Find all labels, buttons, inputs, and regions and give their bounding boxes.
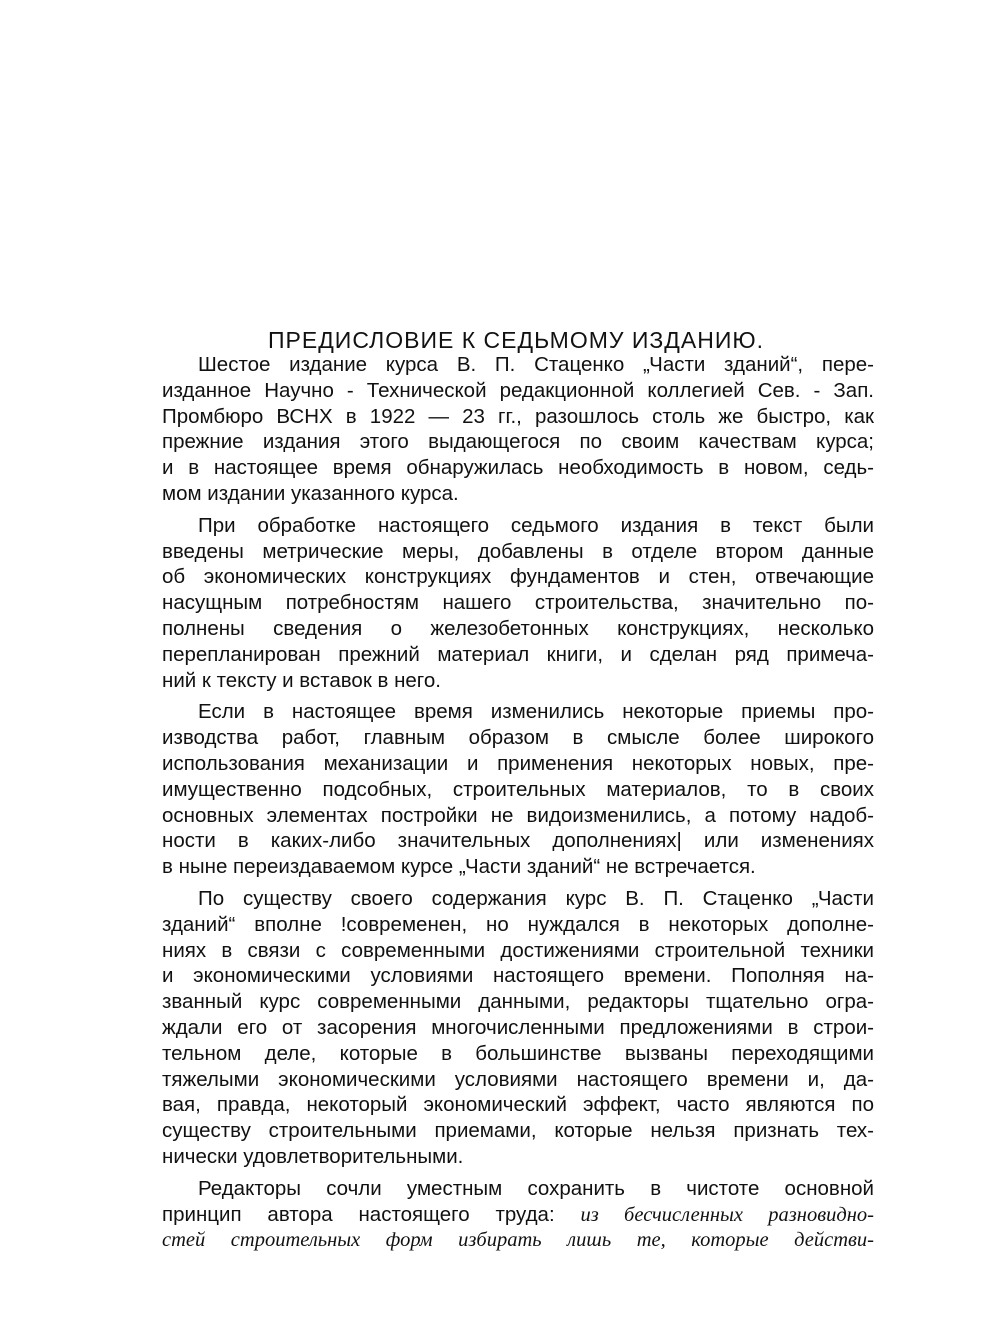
body-text [162, 352, 874, 1259]
text-line-italic [162, 1227, 874, 1253]
text-line: званный курс современными данными, редакторы тщательно огра- [162, 990, 874, 1014]
text-line: существу строительными приемами, которые нельзя признать тех- [162, 1119, 874, 1143]
text-line: мом издании указанного курса. [162, 481, 459, 505]
text-line: об экономических конструкциях фундаментов и стен, отвечающие [162, 565, 874, 589]
text-run: принцип автора настоящего труда: [162, 1202, 555, 1226]
text-line: насущным потребностям нашего строительства, значительно по- [162, 591, 874, 615]
text-line: прежние издания этого выдающегося по своим качествам курса; [162, 430, 874, 454]
italic-run: из бесчисленных разновидно- [580, 1203, 874, 1226]
text-line-mixed [162, 1202, 874, 1228]
text-line: По существу своего содержания курс В. П. Стаценко „Части [198, 886, 874, 910]
text-line: Редакторы сочли уместным сохранить в чистоте основной [198, 1176, 874, 1200]
text-line: в ныне переиздаваемом курсе „Части зданий“ не встречается. [162, 855, 756, 879]
text-line: ний к тексту и вставок в него. [162, 668, 441, 692]
text-line: введены метрические меры, добавлены в отделе втором данные [162, 539, 874, 563]
text-line: тельном деле, которые в большинстве вызваны переходящими [162, 1041, 874, 1065]
text-line: ниях в связи с современными достижениями строительной техники [162, 938, 874, 962]
paragraph-1 [162, 352, 874, 507]
text-line: полнены сведения о железобетонных конструкциях, несколько [162, 616, 874, 640]
paragraph-4 [162, 886, 874, 1170]
page-title: ПРЕДИСЛОВИЕ К СЕДЬМОМУ ИЗДАНИЮ. [268, 327, 764, 354]
text-line: Если в настоящее время изменились некоторые приемы про- [198, 700, 874, 724]
text-line: и в настоящее время обнаружилась необходимость в новом, седь- [162, 456, 874, 480]
text-line: и экономическими условиями настоящего времени. Пополняя на- [162, 964, 874, 988]
text-line: изводства работ, главным образом в смысле более широкого [162, 726, 874, 750]
text-line: использования механизации и применения некоторых новых, пре- [162, 751, 874, 775]
text-line: зданий“ вполне !современен, но нуждался в некоторых дополне- [162, 912, 874, 936]
text-line: вая, правда, некоторый экономический эффект, часто являются по [162, 1093, 874, 1117]
text-line: нически удовлетворительными. [162, 1144, 464, 1168]
text-line: имущественно подсобных, строительных материалов, то в своих [162, 777, 874, 801]
italic-run: стей строительных форм избирать лишь те, которые действи- [162, 1229, 874, 1252]
text-line: Шестое издание курса В. П. Стаценко „Части зданий“, пере- [198, 353, 874, 376]
text-line: Промбюро ВСНХ в 1922 — 23 гг., разошлось столь же быстро, как [162, 404, 874, 428]
text-line: основных элементах постройки не видоизменились, а потому надоб- [162, 803, 874, 827]
paragraph-2 [162, 513, 874, 694]
text-line: ности в каких-либо значительных дополнениях| или изменениях [162, 829, 874, 853]
paragraph-3 [162, 699, 874, 880]
text-line: изданное Научно - Технической редакционной коллегией Сев. - Зап. [162, 378, 874, 402]
text-line: ждали его от засорения многочисленными предложениями в строи- [162, 1015, 874, 1039]
text-line: При обработке настоящего седьмого издания в текст были [198, 513, 874, 537]
paragraph-5 [162, 1176, 874, 1253]
text-line: тяжелыми экономическими условиями настоящего времени и, да- [162, 1067, 874, 1091]
text-line: перепланирован прежний материал книги, и сделан ряд примеча- [162, 642, 874, 666]
